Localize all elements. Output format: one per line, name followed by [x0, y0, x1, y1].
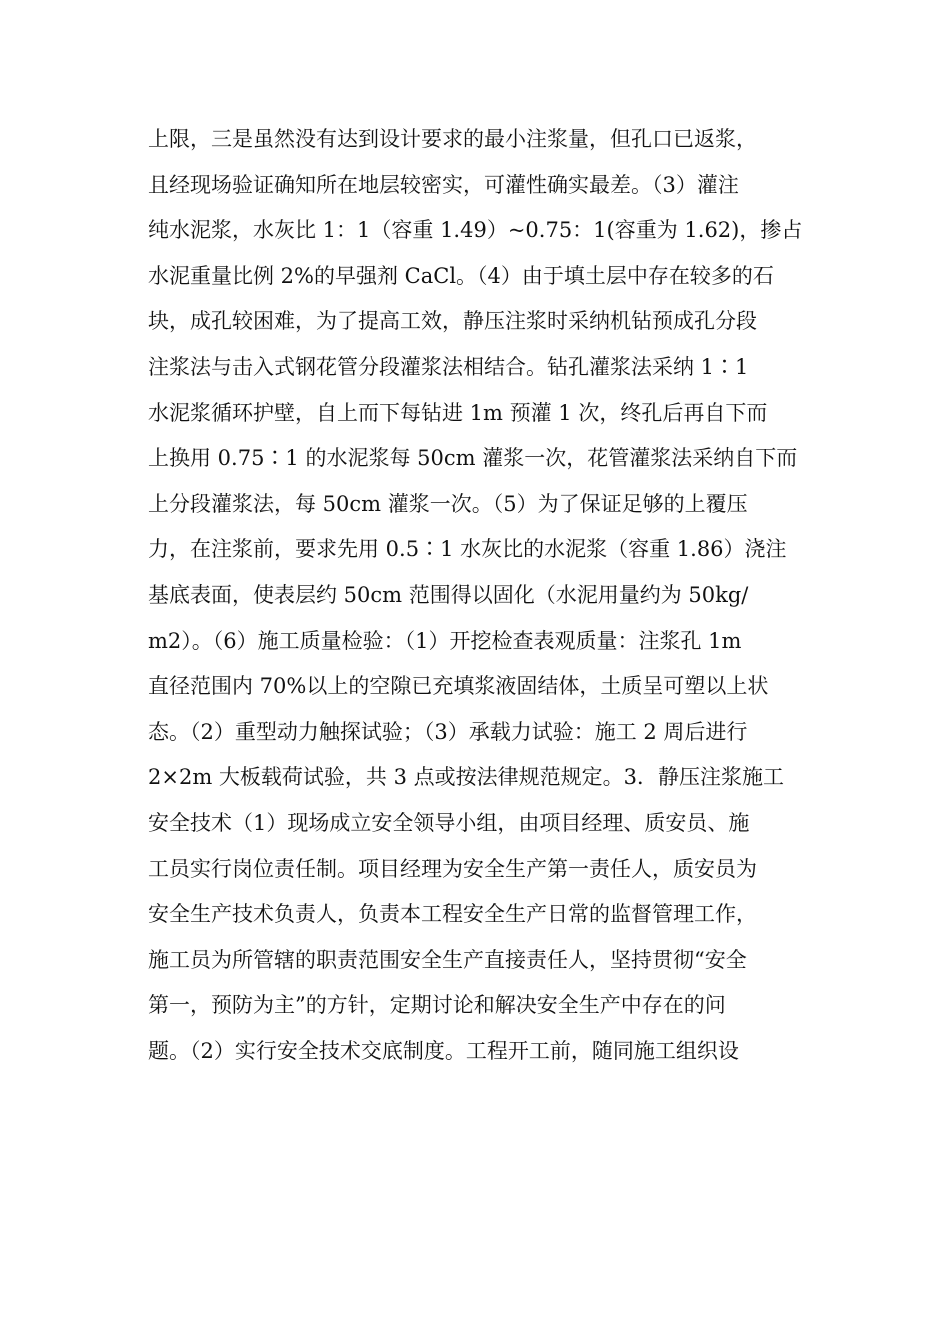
text-line: 题。（2）实行安全技术交底制度。工程开工前，随同施工组织设	[148, 1038, 739, 1063]
text-line: 态。（2）重型动力触探试验；（3）承载力试验：施工 2 周后进行	[148, 719, 748, 744]
text-line: 注浆法与击入式钢花管分段灌浆法相结合。钻孔灌浆法采纳 1∶1	[148, 354, 749, 379]
text-line: 上换用 0.75∶1 的水泥浆每 50cm 灌浆一次，花管灌浆法采纳自下而	[148, 446, 798, 471]
text-line: 水泥重量比例 2%的早强剂 CaCl。（4）由于填土层中存在较多的石	[148, 263, 774, 288]
text-line: 安全生产技术负责人，负责本工程安全生产日常的监督管理工作，	[148, 902, 757, 927]
text-line: 上限，三是虽然没有达到设计要求的最小注浆量，但孔口已返浆，	[148, 127, 757, 151]
text-line: 工员实行岗位责任制。项目经理为安全生产第一责任人，质安员为	[148, 856, 757, 881]
text-line: 2×2m 大板载荷试验，共 3 点或按法律规范规定。3．静压注浆施工	[148, 765, 784, 790]
text-line: 上分段灌浆法，每 50cm 灌浆一次。（5）为了保证足够的上覆压	[148, 491, 748, 516]
text-line: 第一，预防为主”的方针，定期讨论和解决安全生产中存在的问	[148, 993, 726, 1018]
text-line: 力，在注浆前，要求先用 0.5∶1 水灰比的水泥浆（容重 1.86）浇注	[148, 537, 787, 562]
text-line: 基底表面，使表层约 50cm 范围得以固化（水泥用量约为 50kg/	[148, 582, 749, 607]
text-line: 直径范围内 70%以上的空隙已充填浆液固结体，土质呈可塑以上状	[148, 674, 769, 699]
text-line: m2）。（6）施工质量检验：（1）开挖检查表观质量：注浆孔 1m	[148, 628, 742, 653]
body-text	[148, 117, 818, 1074]
text-line: 块，成孔较困难，为了提高工效，静压注浆时采纳机钻预成孔分段	[148, 309, 757, 334]
text-line: 水泥浆循环护壁，自上而下每钻进 1m 预灌 1 次，终孔后再自下而	[148, 400, 768, 425]
text-line: 安全技术（1）现场成立安全领导小组，由项目经理、质安员、施	[148, 810, 750, 835]
text-line: 纯水泥浆，水灰比 1：1（容重 1.49）~0.75：1(容重为 1.62)，掺占	[148, 218, 803, 243]
text-line: 施工员为所管辖的职责范围安全生产直接责任人，坚持贯彻“安全	[148, 947, 747, 972]
text-line: 且经现场验证确知所在地层较密实，可灌性确实最差。（3）灌注	[148, 172, 739, 197]
